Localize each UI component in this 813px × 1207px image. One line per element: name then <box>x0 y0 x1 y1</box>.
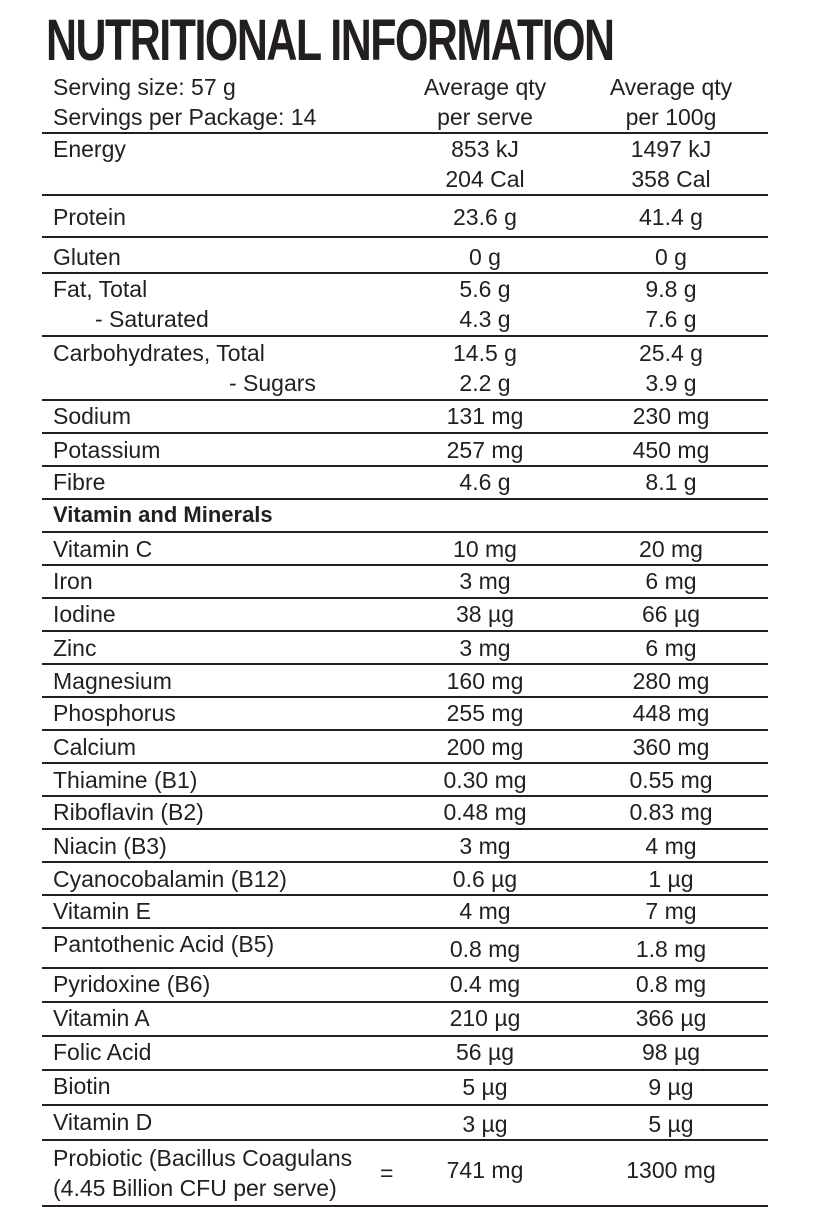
sodium-per100: 230 mg <box>632 403 710 429</box>
vitamin-serve: 0.30 mg <box>443 767 527 793</box>
carbohydrates-label: Carbohydrates, Total <box>53 340 265 366</box>
vitamin-label: Vitamin A <box>53 1005 150 1031</box>
saturated-serve: 4.3 g <box>459 306 511 332</box>
vitamin-per100: 4 mg <box>645 833 697 859</box>
vitamin-serve: 210 µg <box>449 1005 521 1031</box>
vitamin-serve: 160 mg <box>446 668 524 694</box>
vitamin-label: Zinc <box>53 635 97 661</box>
vitamin-label: Calcium <box>53 734 137 760</box>
energy-per100-kj: 1497 kJ <box>630 136 712 162</box>
energy-per100-cal: 358 Cal <box>631 166 711 192</box>
potassium-row <box>42 434 768 467</box>
probiotic-per100: 1300 mg <box>626 1157 716 1183</box>
vitamin-per100: 9 µg <box>648 1074 694 1100</box>
table-row <box>42 896 768 929</box>
fibre-label: Fibre <box>53 469 106 495</box>
serving-size: Serving size: 57 g <box>53 74 236 100</box>
vitamin-per100: 366 µg <box>635 1005 707 1031</box>
sugars-per100: 3.9 g <box>645 370 697 396</box>
table-row <box>42 665 768 698</box>
vitamin-label: Pantothenic Acid (B5) <box>53 931 275 957</box>
fat-row <box>42 274 768 337</box>
protein-serve: 23.6 g <box>453 204 517 230</box>
protein-label: Protein <box>53 204 126 230</box>
energy-serve-cal: 204 Cal <box>445 166 525 192</box>
sodium-label: Sodium <box>53 403 131 429</box>
protein-per100: 41.4 g <box>639 204 703 230</box>
potassium-per100: 450 mg <box>632 437 710 463</box>
fibre-per100: 8.1 g <box>645 469 697 495</box>
probiotic-row <box>42 1141 768 1207</box>
vitamin-label: Folic Acid <box>53 1039 152 1065</box>
vitamin-per100: 6 mg <box>645 568 697 594</box>
energy-serve-kj: 853 kJ <box>451 136 519 162</box>
vitamins-heading-row <box>42 500 768 533</box>
fibre-serve: 4.6 g <box>459 469 511 495</box>
vitamin-per100: 0.8 mg <box>635 971 707 997</box>
table-row <box>42 1037 768 1071</box>
col-header-100g-line2: per 100g <box>625 104 717 130</box>
sodium-serve: 131 mg <box>446 403 524 429</box>
vitamin-label: Vitamin E <box>53 898 152 924</box>
col-header-serve-line1: Average qty <box>423 74 547 100</box>
vitamin-per100: 280 mg <box>632 668 710 694</box>
saturated-label: - Saturated <box>95 306 209 332</box>
vitamin-serve: 4 mg <box>459 898 511 924</box>
vitamin-serve: 3 mg <box>459 635 511 661</box>
vitamin-per100: 20 mg <box>639 536 703 562</box>
vitamin-per100: 360 mg <box>632 734 710 760</box>
header-row <box>42 70 768 134</box>
probiotic-equals: = <box>380 1160 394 1186</box>
vitamin-per100: 0.55 mg <box>629 767 713 793</box>
vitamin-serve: 200 mg <box>446 734 524 760</box>
vitamins-list <box>42 533 768 1141</box>
table-row <box>42 863 768 896</box>
table-row <box>42 969 768 1003</box>
potassium-label: Potassium <box>53 437 161 463</box>
gluten-serve: 0 g <box>469 244 501 270</box>
sugars-serve: 2.2 g <box>459 370 511 396</box>
gluten-row <box>42 238 768 274</box>
table-row <box>42 599 768 632</box>
nutrition-table <box>42 70 768 1207</box>
table-row <box>42 698 768 731</box>
vitamin-serve: 255 mg <box>446 700 524 726</box>
vitamin-per100: 448 mg <box>632 700 710 726</box>
table-row <box>42 929 768 969</box>
vitamin-serve: 0.6 µg <box>452 866 518 892</box>
vitamin-serve: 56 µg <box>455 1039 515 1065</box>
table-row <box>42 797 768 830</box>
table-row <box>42 764 768 797</box>
vitamin-serve: 10 mg <box>453 536 517 562</box>
energy-row <box>42 134 768 196</box>
vitamin-per100: 6 mg <box>645 635 697 661</box>
gluten-label: Gluten <box>53 244 121 270</box>
probiotic-label-line2: (4.45 Billion CFU per serve) <box>53 1175 337 1201</box>
protein-row <box>42 196 768 238</box>
vitamin-serve: 0.48 mg <box>443 799 527 825</box>
table-row <box>42 533 768 566</box>
vitamin-serve: 3 mg <box>459 568 511 594</box>
vitamin-per100: 0.83 mg <box>629 799 713 825</box>
col-header-100g-line1: Average qty <box>609 74 733 100</box>
vitamin-serve: 0.8 mg <box>449 936 521 962</box>
carbohydrates-row <box>42 337 768 401</box>
vitamin-label: Phosphorus <box>53 700 176 726</box>
vitamin-label: Magnesium <box>53 668 172 694</box>
vitamin-label: Riboflavin (B2) <box>53 799 204 825</box>
carbohydrates-per100: 25.4 g <box>639 340 703 366</box>
vitamin-label: Pyridoxine (B6) <box>53 971 211 997</box>
vitamin-label: Cyanocobalamin (B12) <box>53 866 287 892</box>
vitamin-per100: 5 µg <box>648 1111 694 1137</box>
gluten-per100: 0 g <box>655 244 687 270</box>
fat-per100: 9.8 g <box>645 276 697 302</box>
energy-label: Energy <box>53 136 126 162</box>
vitamin-serve: 38 µg <box>455 601 515 627</box>
probiotic-serve: 741 mg <box>446 1157 524 1183</box>
vitamin-label: Biotin <box>53 1073 111 1099</box>
vitamin-label: Iodine <box>53 601 116 627</box>
fat-serve: 5.6 g <box>459 276 511 302</box>
sodium-row <box>42 401 768 434</box>
vitamin-per100: 98 µg <box>641 1039 701 1065</box>
vitamin-per100: 7 mg <box>645 898 697 924</box>
fat-label: Fat, Total <box>53 276 148 302</box>
probiotic-label-line1: Probiotic (Bacillus Coagulans <box>53 1145 353 1171</box>
vitamins-heading: Vitamin and Minerals <box>53 502 273 527</box>
vitamin-serve: 3 mg <box>459 833 511 859</box>
vitamin-serve: 5 µg <box>462 1074 508 1100</box>
table-row <box>42 1071 768 1106</box>
vitamin-serve: 0.4 mg <box>449 971 521 997</box>
vitamin-per100: 1 µg <box>648 866 694 892</box>
vitamin-label: Iron <box>53 568 93 594</box>
vitamin-label: Thiamine (B1) <box>53 767 198 793</box>
table-row <box>42 632 768 665</box>
table-row <box>42 830 768 863</box>
vitamin-per100: 66 µg <box>641 601 701 627</box>
sugars-label: - Sugars <box>229 370 316 396</box>
fibre-row <box>42 467 768 500</box>
table-row <box>42 731 768 764</box>
col-header-serve-line2: per serve <box>437 104 533 130</box>
panel-title: NUTRITIONAL INFORMATION <box>46 8 614 73</box>
table-row <box>42 1106 768 1141</box>
table-row <box>42 1003 768 1037</box>
servings-per-package: Servings per Package: 14 <box>53 104 317 130</box>
carbohydrates-serve: 14.5 g <box>453 340 517 366</box>
table-row <box>42 566 768 599</box>
vitamin-label: Vitamin C <box>53 536 153 562</box>
vitamin-per100: 1.8 mg <box>635 936 707 962</box>
saturated-per100: 7.6 g <box>645 306 697 332</box>
vitamin-label: Niacin (B3) <box>53 833 167 859</box>
vitamin-serve: 3 µg <box>462 1111 508 1137</box>
vitamin-label: Vitamin D <box>53 1109 153 1135</box>
potassium-serve: 257 mg <box>446 437 524 463</box>
